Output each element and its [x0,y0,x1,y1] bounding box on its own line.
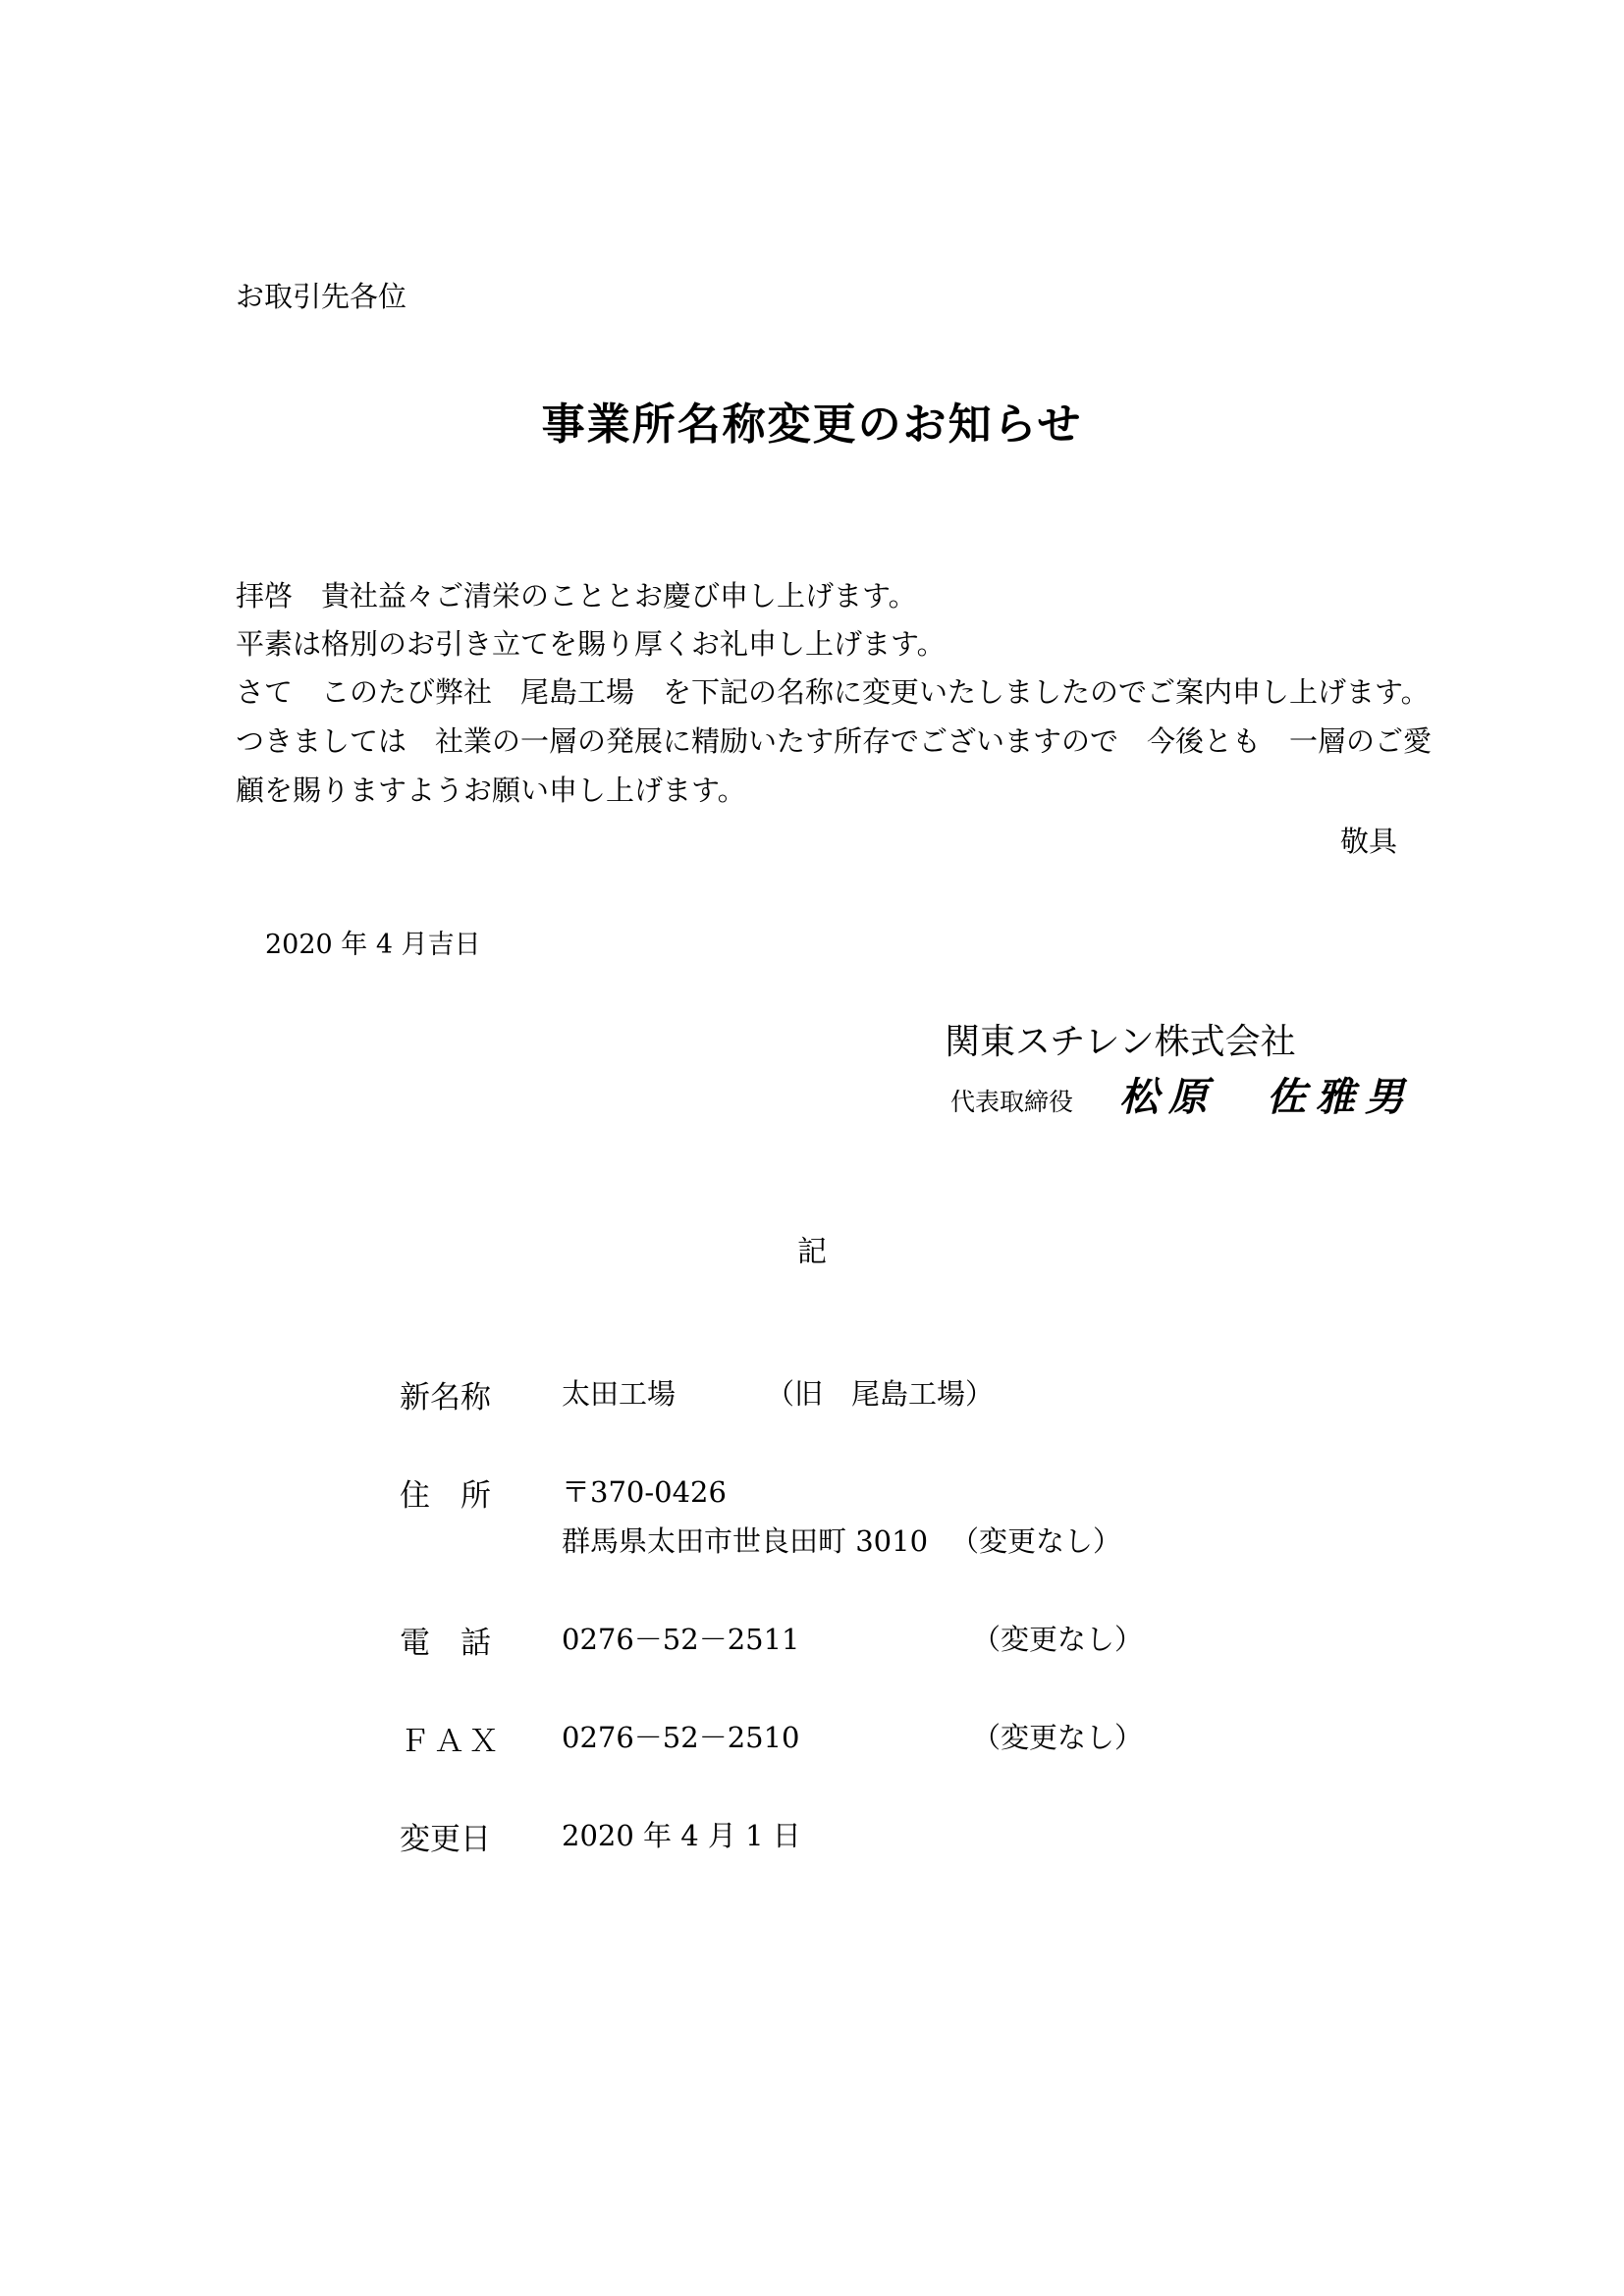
new-name-note: （旧 尾島工場） [766,1377,995,1411]
new-name-value: 太田工場 [562,1377,677,1411]
fax-note: （変更なし） [972,1721,1144,1754]
fax-value: 0276－52－2510 [562,1721,800,1754]
address-label: 住 所 [400,1478,491,1514]
body-line-4: つきましては 社業の一層の発展に精励いたす所存でございますので 今後とも 一層のご愛 [236,724,1433,758]
ki-heading: 記 [797,1235,827,1269]
fax-label: ＦＡＸ [400,1724,503,1759]
representative-title: 代表取締役 [950,1088,1074,1116]
addressee: お取引先各位 [236,280,407,313]
body-line-5: 顧を賜りますようお願い申し上げます。 [236,774,746,807]
phone-label: 電 話 [400,1626,491,1661]
change-date-label: 変更日 [400,1822,491,1857]
body-line-1: 拝啓 貴社益々ご清栄のこととお慶び申し上げます。 [236,579,917,613]
closing-keigu: 敬具 [1339,825,1397,858]
address-value: 群馬県太田市世良田町 3010 [562,1524,929,1558]
representative-signature: 松原 佐雅男 [1119,1074,1414,1120]
page-title: 事業所名称変更のお知らせ [541,400,1083,450]
change-date-value: 2020 年 4 月 1 日 [562,1819,801,1852]
postal-code: 〒370-0426 [562,1475,727,1509]
body-line-2: 平素は格別のお引き立てを賜り厚くお礼申し上げます。 [236,627,946,661]
phone-note: （変更なし） [972,1623,1144,1656]
new-name-label: 新名称 [400,1380,491,1415]
address-note: （変更なし） [950,1524,1122,1558]
issue-date: 2020 年 4 月吉日 [265,930,481,960]
company-name: 関東スチレン株式会社 [945,1022,1296,1062]
phone-value: 0276－52－2511 [562,1623,800,1656]
body-line-3: さて このたび弊社 尾島工場 を下記の名称に変更いたしましたのでご案内申し上げます。 [236,675,1430,709]
